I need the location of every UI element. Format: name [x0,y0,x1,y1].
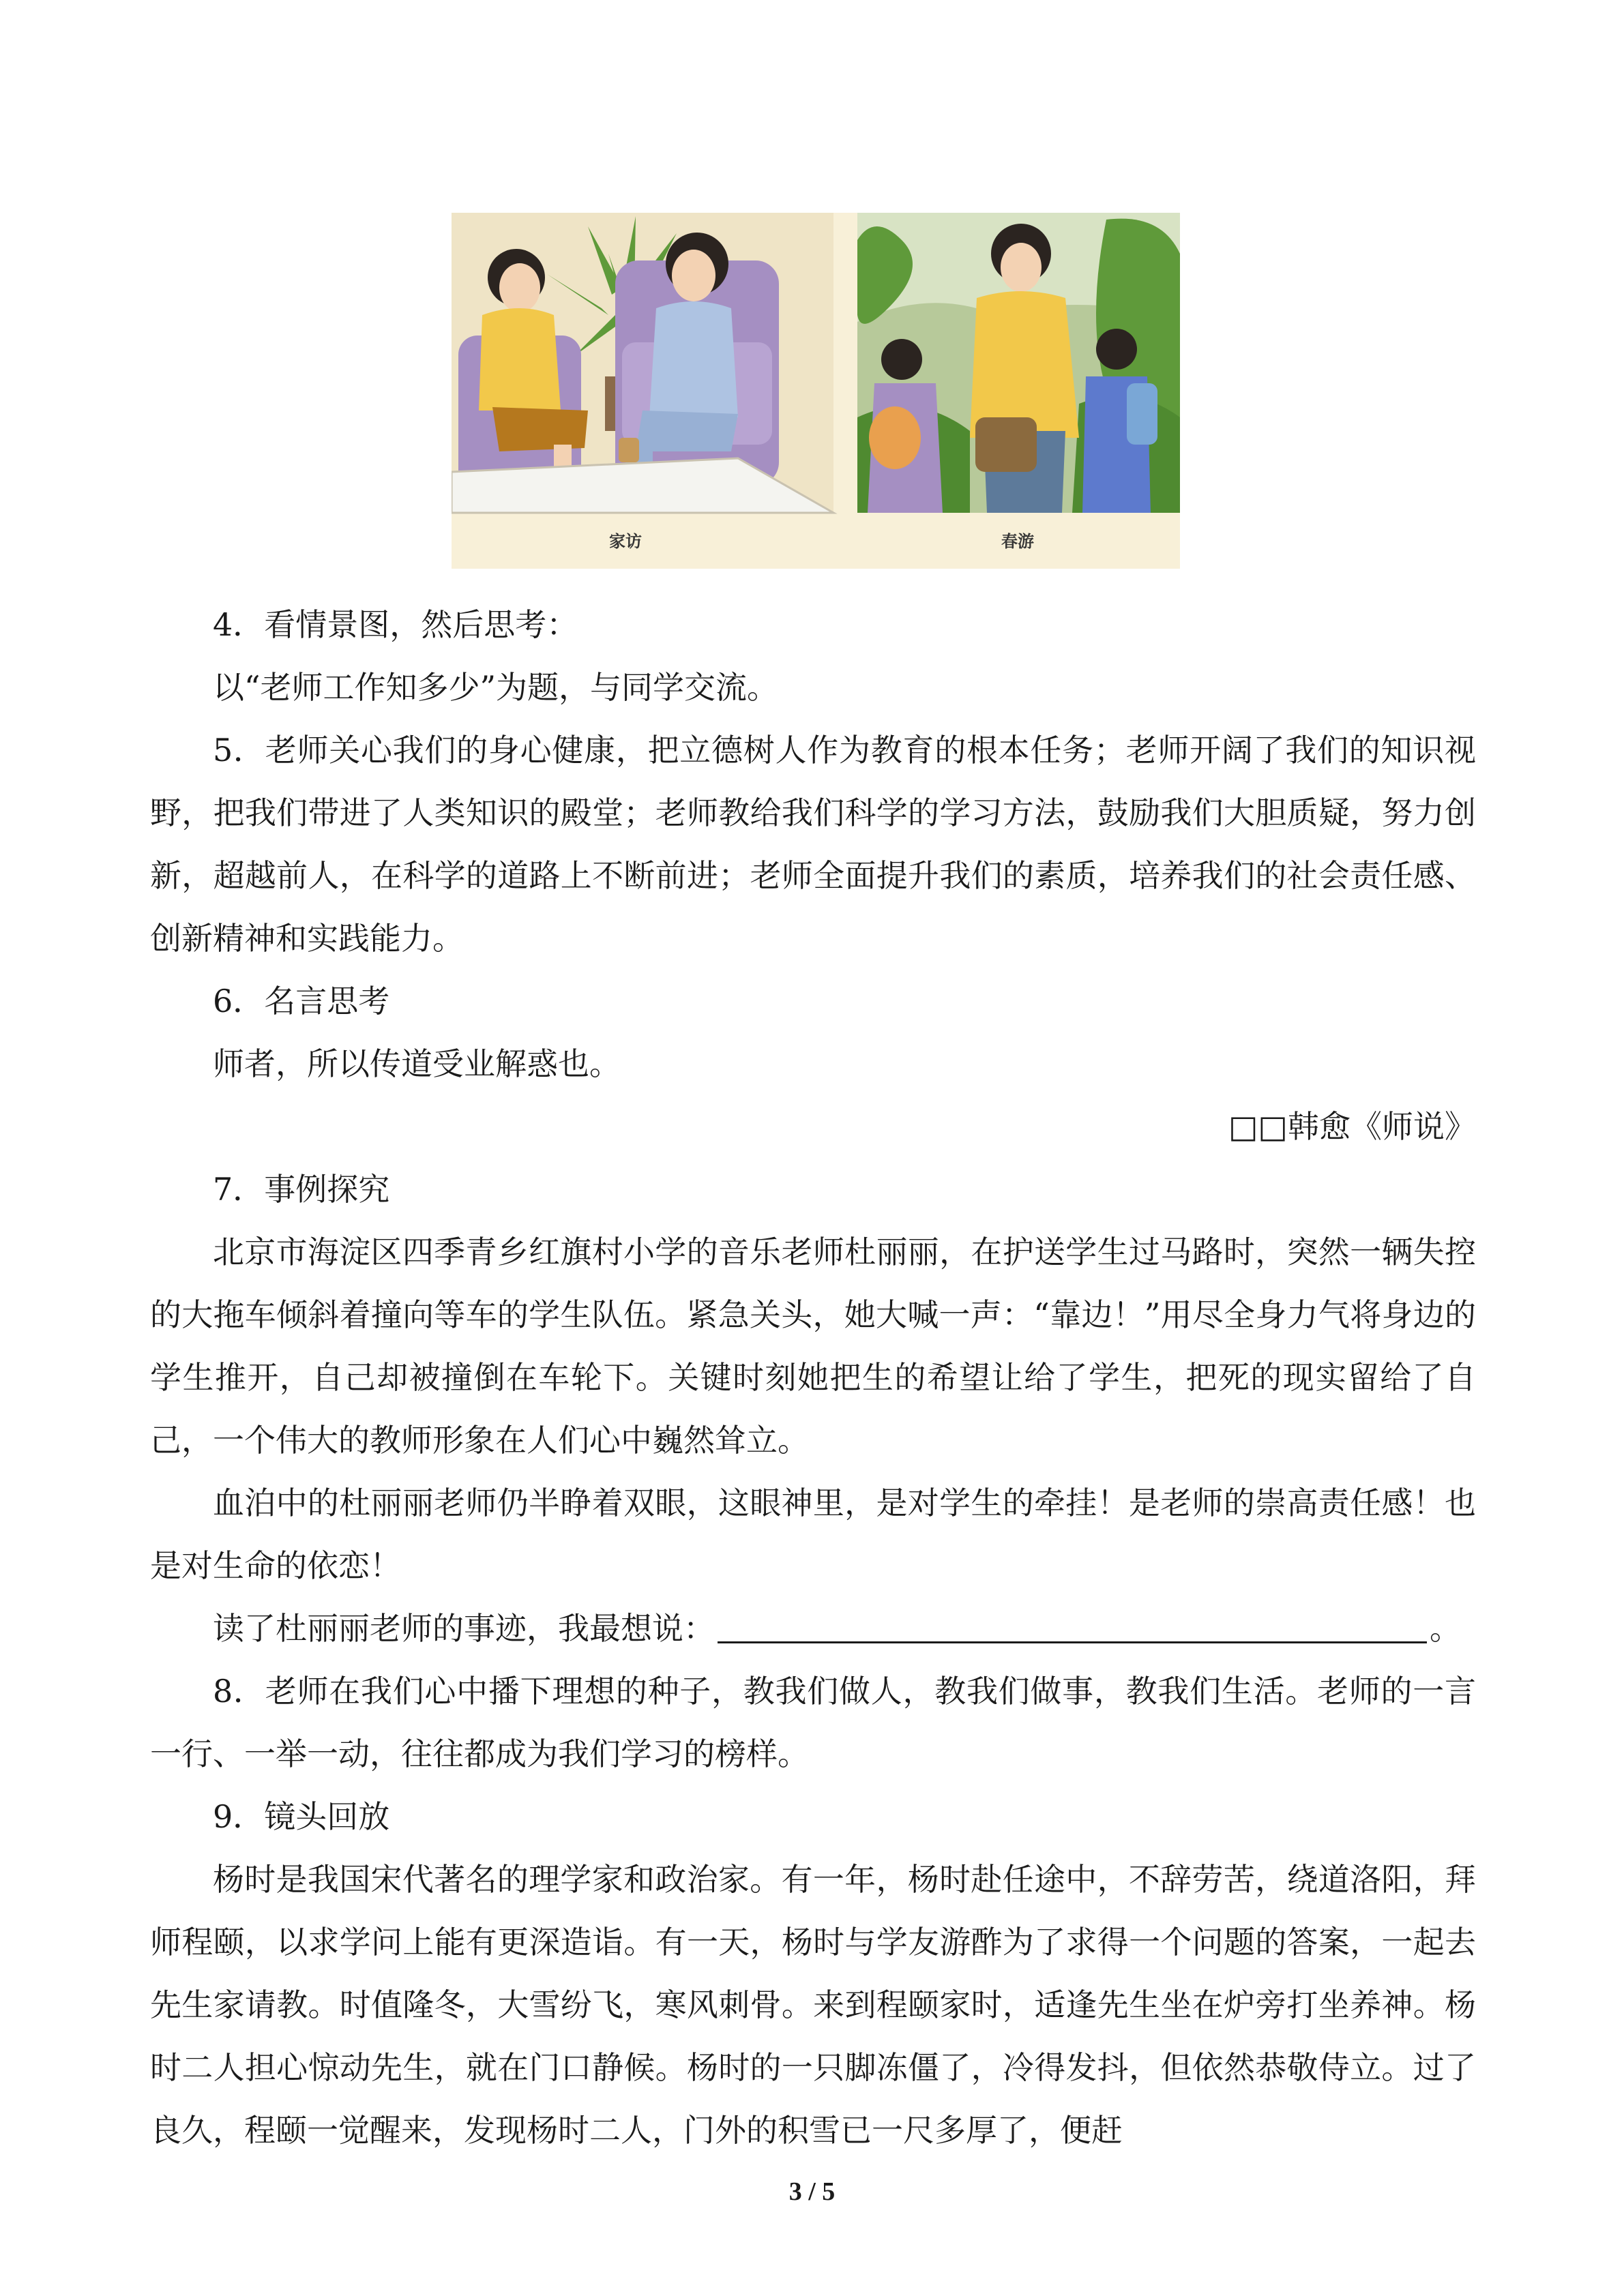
item-6-source: □□韩愈《师说》 [1228,1108,1476,1145]
item-4-title: 4．看情景图，然后思考： [213,606,578,643]
item-7-story: 北京市海淀区四季青乡红旗村小学的音乐老师杜丽丽，在护送学生过马路时，突然一辆失控的大拖车倾斜着撞向等车的学生队伍。紧急关头，她大喊一声：“靠边！”用尽全身力气将身边的学生推开，自己却被撞倒在车轮下。关键时刻她把生的希望让给了学生，把死的现实留给了自己，一个伟大的教师形象在人们心中巍然耸立。 [150,1234,1476,1459]
item-8: 8．老师在我们心中播下理想的种子，教我们做人，教我们做事，教我们生活。老师的一言一行、一举一动，往往都成为我们学习的榜样。 [150,1673,1476,1772]
caption-home-visit: 家访 [609,531,642,551]
item-9-body: 杨时是我国宋代著名的理学家和政治家。有一年，杨时赴任途中，不辞劳苦，绕道洛阳，拜师程颐，以求学问上能有更深造诣。有一天，杨时与学友游酢为了求得一个问题的答案，一起去先生家请教。时值隆冬，大雪纷飞，寒风刺骨。来到程颐家时，适逢先生坐在炉旁打坐养神。杨时二人担心惊动先生，就在门口静候。杨时的一只脚冻僵了，冷得发抖，但依然恭敬侍立。过了良久，程颐一觉醒来，发现杨时二人，门外的积雪已一尺多厚了，便赶 [150,1861,1476,2149]
item-7-title: 7．事例探究 [213,1171,390,1208]
item-7-prompt-end: 。 [1430,1610,1461,1647]
caption-spring-outing: 春游 [1001,531,1034,551]
spring-outing-scene [857,213,1180,551]
item-7-story-continued: 血泊中的杜丽丽老师仍半睁着双眼，这眼神里，是对学生的牵挂！是老师的崇高责任感！也是对生命的依恋！ [150,1485,1476,1584]
item-6-quote: 师者，所以传道受业解惑也。 [213,1045,621,1082]
item-5: 5．老师关心我们的身心健康，把立德树人作为教育的根本任务；老师开阔了我们的知识视野，把我们带进了人类知识的殿堂；老师教给我们科学的学习方法，鼓励我们大胆质疑，努力创新，超越前人，在科学的道路上不断前进；老师全面提升我们的素质，培养我们的社会责任感、创新精神和实践能力。 [150,732,1476,957]
item-9-title: 9．镜头回放 [213,1798,390,1835]
item-6-title: 6．名言思考 [213,983,390,1019]
illustration [452,213,1180,569]
document-body [150,593,1476,2162]
home-visit-scene [452,213,833,551]
item-7-prompt: 读了杜丽丽老师的事迹，我最想说： [213,1610,715,1647]
item-4-body: 以“老师工作知多少”为题，与同学交流。 [213,669,779,706]
answer-blank[interactable] [718,1607,1427,1643]
item-7-prompt-line [150,1597,1476,1660]
page-number: 3 / 5 [788,2177,836,2206]
